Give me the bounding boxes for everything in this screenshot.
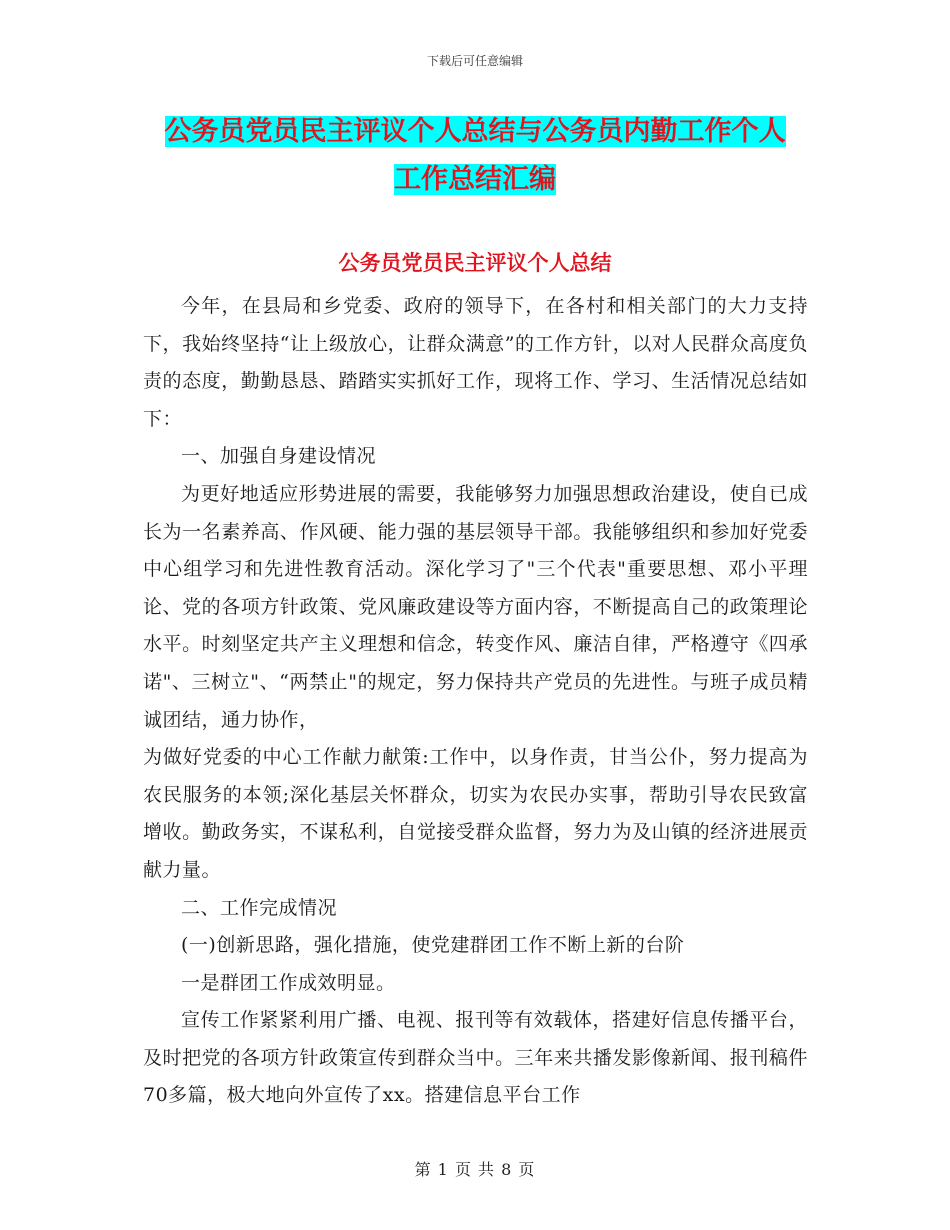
document-title bbox=[140, 108, 810, 204]
page-header-note: 下载后可任意编辑 bbox=[426, 54, 523, 68]
heading-work-completion: 二、工作完成情况 bbox=[181, 896, 338, 919]
paragraph-self-building-continued: 为做好党委的中心工作献力献策:工作中，以身作责，甘当公仆，努力提高为农民服务的本领;深化基层关怀群众，切实为农民办实事，帮助引导农民致富增收。勤政务实，不谋私利，自觉接受群众监督，努力为及山镇的经济进展贡献力量。 bbox=[143, 746, 808, 881]
subheading-innovation: (一)创新思路，强化措施，使党建群团工作不断上新的台阶 bbox=[181, 934, 685, 957]
heading-self-building: 一、加强自身建设情况 bbox=[181, 445, 377, 468]
document-title-line-2: 工作总结汇编 bbox=[394, 164, 556, 195]
paragraph-publicity: 宣传工作紧紧利用广播、电视、报刊等有效载体，搭建好信息传播平台，及时把党的各项方针政策宣传到群众当中。三年来共播发影像新闻、报刊稿件70多篇，极大地向外宣传了xx。搭建信息平台工作 bbox=[143, 1009, 808, 1107]
page-number-footer: 第 1 页 共 8 页 bbox=[414, 1160, 536, 1179]
subheading-group-work: 一是群团工作成效明显。 bbox=[181, 971, 396, 994]
section-title: 公务员党员民主评议个人总结 bbox=[338, 250, 612, 275]
paragraph-self-building: 为更好地适应形势进展的需要，我能够努力加强思想政治建设，使自已成长为一名素养高、作风硬、能力强的基层领导干部。我能够组织和参加好党委中心组学习和先进性教育活动。深化学习了"三个代表"重要思想、邓小平理论、党的各项方针政策、党风廉政建设等方面内容，不断提高自己的政策理论水平。时刻坚定共产主义理想和信念，转变作风、廉洁自律，严格遵守《四承诺"、三树立"、“两禁止"的规定，努力保持共产党员的先进性。与班子成员精诚团结，通力协作， bbox=[143, 482, 808, 731]
paragraph-intro: 今年，在县局和乡党委、政府的领导下，在各村和相关部门的大力支持下，我始终坚持“让上级放心，让群众满意”的工作方针，以对人民群众高度负责的态度，勤勤恳恳、踏踏实实抓好工作，现将工作、学习、生活情况总结如下： bbox=[143, 295, 808, 430]
document-body bbox=[143, 288, 808, 1115]
document-title-line-1: 公务员党员民主评议个人总结与公务员内勤工作个人 bbox=[164, 116, 786, 147]
